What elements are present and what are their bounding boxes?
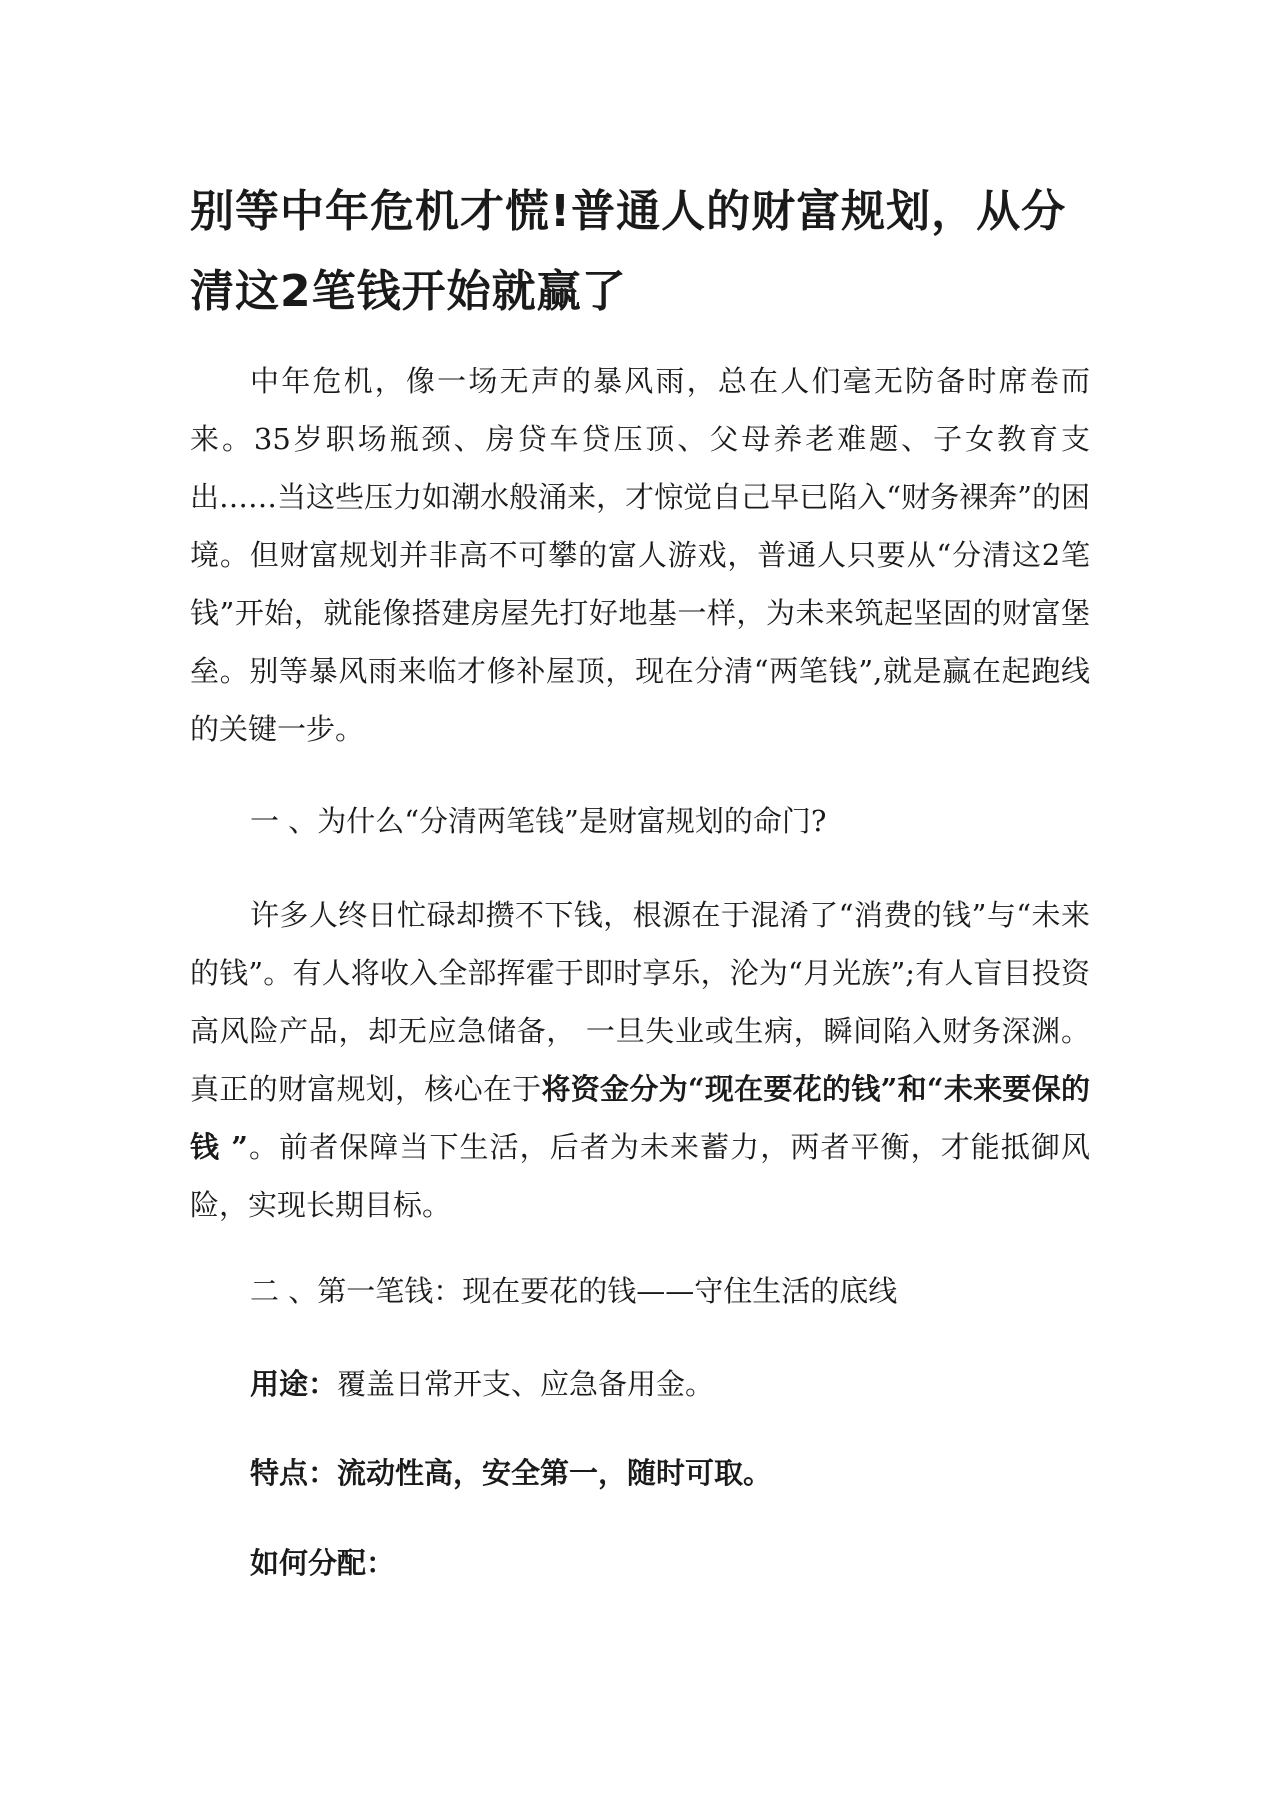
section1-text-after: 。前者保障当下生活，后者为未来蓄力，两者平衡，才能抵御风险，实现长期目标。 [190, 1130, 1090, 1222]
allocation-line [190, 1534, 1090, 1592]
section2-heading: 二 、第一笔钱：现在要花的钱——守住生活的底线 [250, 1274, 898, 1308]
section1-emphasis: 将资金分为“现在要花的钱”和“未来要保的钱 ” [190, 1072, 1090, 1164]
usage-line [190, 1355, 1090, 1413]
feature-label: 特点： [250, 1456, 338, 1490]
section1-text-before: 许多人终日忙碌却攒不下钱，根源在于混淆了“消费的钱”与“未来的钱”。有人将收入全部挥霍于即时享乐，沦为“月光族”;有人盲目投资高风险产品，却无应急储备， 一旦失业或生病，瞬间陷入财务深渊。真正的财富规划，核心在于 [190, 898, 1090, 1106]
feature-line [190, 1444, 1090, 1502]
section1-heading: 一 、为什么“分清两笔钱”是财富规划的命门? [250, 804, 827, 838]
feature-value: 流动性高，安全第一，随时可取。 [337, 1456, 773, 1490]
allocation-label: 如何分配： [250, 1546, 396, 1580]
article-title: 别等中年危机才慌!普通人的财富规划，从分清这2笔钱开始就赢了 [190, 186, 1067, 317]
intro-paragraph: 中年危机，像一场无声的暴风雨，总在人们毫无防备时席卷而来。35岁职场瓶颈、房贷车贷压顶、父母养老难题、子女教育支出……当这些压力如潮水般涌来，才惊觉自己早已陷入“财务裸奔”的困境。但财富规划并非高不可攀的富人游戏，普通人只要从“分清这2笔钱”开始，就能像搭建房屋先打好地基一样，为未来筑起坚固的财富堡垒。别等暴风雨来临才修补屋顶，现在分清“两笔钱”,就是赢在起跑线的关键一步。 [190, 364, 1090, 746]
usage-label: 用途： [250, 1367, 338, 1401]
section1-paragraph [190, 886, 1090, 1234]
usage-value: 覆盖日常开支、应急备用金。 [337, 1367, 715, 1401]
